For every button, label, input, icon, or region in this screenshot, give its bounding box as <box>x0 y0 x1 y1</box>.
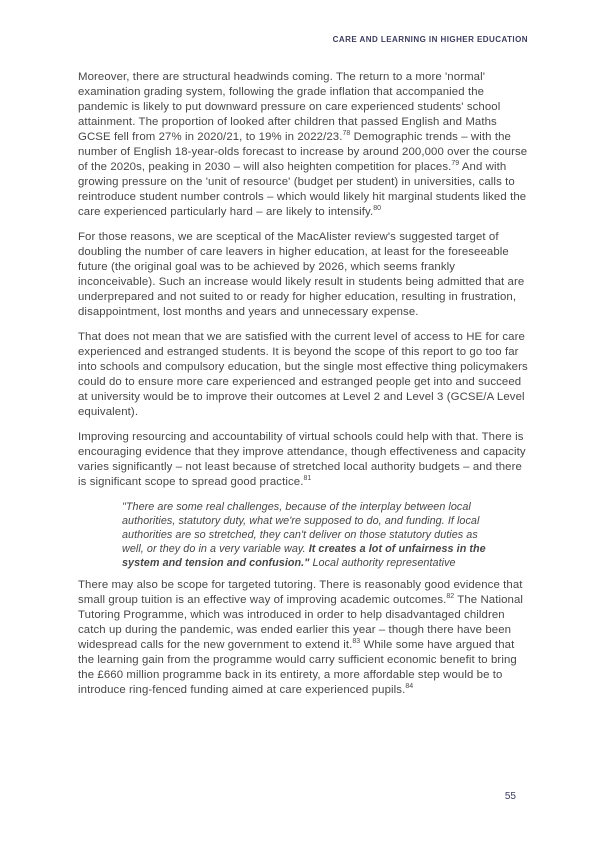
text-run: Moreover, there are structural headwinds coming. The return to a more 'normal' examination grading system, following the grade inflation that accompanied the pandemic is likely to put downward pressure on care experienced students' school attainment. The proportion of looked after children that passed English and Maths GCSE fell from 27% in 2020/21, to 19% in 2022/23. <box>78 71 501 143</box>
body-paragraph <box>78 330 528 420</box>
footnote-ref: 80 <box>373 205 382 213</box>
body-paragraph <box>78 430 528 490</box>
text-run: Local authority representative <box>309 557 456 569</box>
page-number: 55 <box>504 791 516 802</box>
text-run: Improving resourcing and accountability of virtual schools could help with that. There is encouraging evidence that they improve attendance, though effectiveness and capacity varies significantly – not least because of stretched local authority budgets – and there is significant scope to spread good practice. <box>78 431 526 488</box>
footnote-ref: 79 <box>451 160 460 168</box>
text-run: That does not mean that we are satisfied with the current level of access to HE for care experienced and estranged students. It is beyond the scope of this report to go too far into schools and compulsory education, but the single most effective thing policymakers could do to ensure more care experienced and estranged people get into and succeed at university would be to improve their outcomes at Level 2 and Level 3 (GCSE/A Level equivalent). <box>78 331 528 418</box>
footnote-ref: 82 <box>446 593 455 601</box>
document-body <box>78 70 528 698</box>
text-run: While some have argued that the learning gain from the programme would carry sufficient economic benefit to bring the £660 million programme back in its entirety, a more affordable step would be to introduce ring-fenced funding aimed at care experienced pupils. <box>78 639 517 696</box>
text-run: The National Tutoring Programme, which was introduced in order to help disadvantaged children catch up during the pandemic, was ended earlier this year – though there have been widespread calls for the new government to extend it. <box>78 594 524 651</box>
text-run: For those reasons, we are sceptical of the MacAlister review's suggested target of doubling the number of care leavers in higher education, at least for the foreseeable future (the original goal was to be achieved by 2026, which seems frankly inconceivable). Such an increase would likely result in students being admitted that are underprepared and not suited to or ready for higher education, resulting in frustration, disappointment, lost months and years and unnecessary expense. <box>78 231 525 318</box>
pull-quote <box>122 500 496 570</box>
footnote-ref: 78 <box>342 130 351 138</box>
running-header: CARE AND LEARNING IN HIGHER EDUCATION <box>332 35 528 44</box>
footnote-ref: 81 <box>303 475 312 483</box>
body-paragraph <box>78 230 528 320</box>
body-paragraph <box>78 578 528 698</box>
footnote-ref: 84 <box>405 683 414 691</box>
text-run: "There are some real challenges, because of the interplay between local authorities, statutory duty, what we're supposed to do, and funding. If local authorities are so stretched, they can't deliver on those statutory duties as well, or they do in a very variable way. <box>122 501 480 555</box>
body-paragraph <box>78 70 528 220</box>
text-run: Demographic trends – with the number of English 18-year-olds forecast to increase by around 200,000 over the course of the 2020s, peaking in 2030 – will also heighten competition for places. <box>78 131 528 173</box>
text-run: It creates a lot of unfairness in the system and tension and confusion." <box>122 543 486 569</box>
text-run: There may also be scope for targeted tutoring. There is reasonably good evidence that small group tuition is an effective way of improving academic outcomes. <box>78 579 523 606</box>
text-run: And with growing pressure on the 'unit of resource' (budget per student) in universities, calls to reintroduce student number controls – which would likely hit marginal students liked the care experienced particularly hard – are likely to intensify. <box>78 161 527 218</box>
footnote-ref: 83 <box>352 638 361 646</box>
